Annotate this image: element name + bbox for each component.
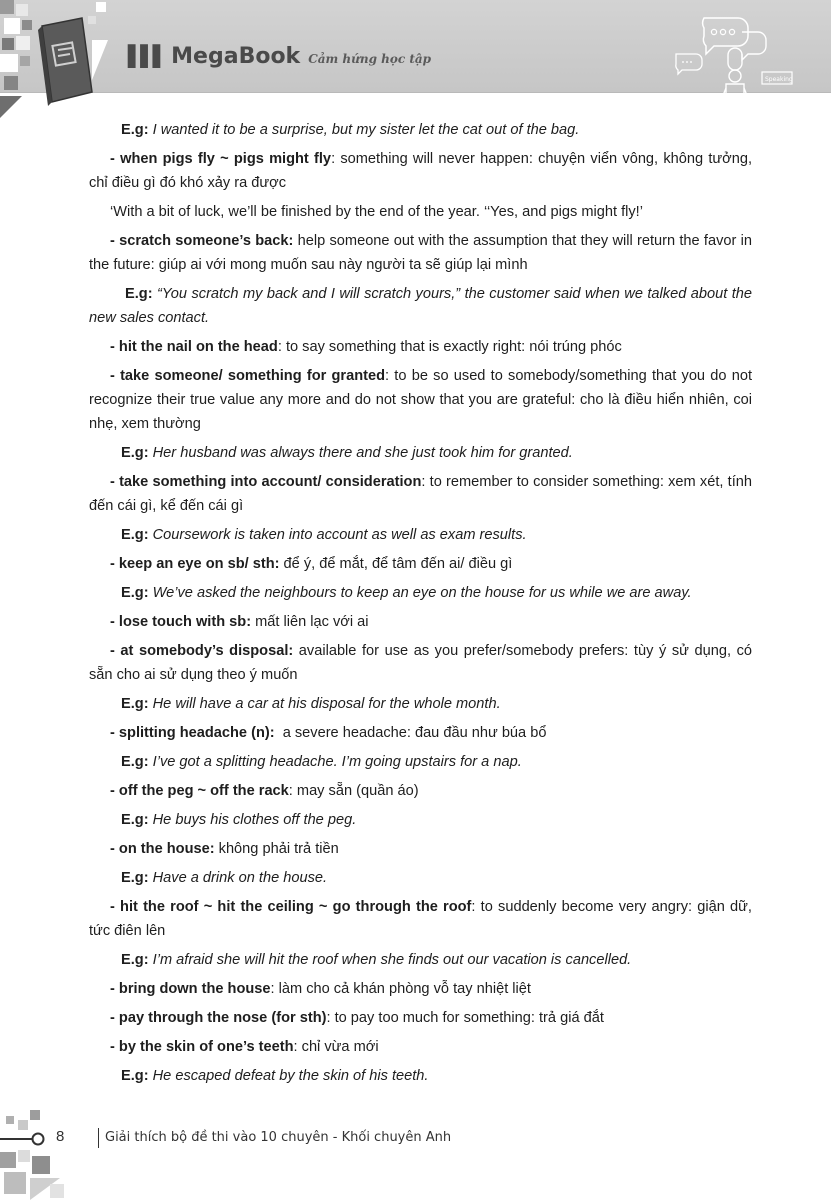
example-sentence: E.g: He buys his clothes off the peg. — [121, 812, 357, 828]
brand-name: MegaBook — [171, 44, 301, 69]
idiom-definition: - when pigs fly ~ pigs might fly: something will never happen: chuyện viển vông, không tưởng, chỉ điều gì đó khó xảy ra được — [89, 151, 753, 191]
idiom-definition: - take someone/ something for granted: to be so used to somebody/something that you do not recognize their true value any more and do not show that you are grateful: cho là điều hiển nhiên, coi nhẹ, xem thường — [89, 368, 752, 432]
idiom-definition: - off the peg ~ off the rack: may sẵn (quần áo) — [110, 783, 419, 799]
idiom-definition: - at somebody’s disposal: available for use as you prefer/somebody prefers: tùy ý sử dụng, có sẵn cho ai sử dụng theo ý muốn — [89, 643, 752, 683]
brand-bars-icon: ▌▌▌ — [128, 44, 166, 68]
idiom-definition: - hit the nail on the head: to say something that is exactly right: nói trúng phóc — [110, 339, 622, 355]
example-sentence: E.g: I’m afraid she will hit the roof when she finds out our vacation is cancelled. — [121, 952, 632, 968]
example-sentence: E.g: He will have a car at his disposal for the whole month. — [121, 696, 501, 712]
example-sentence: E.g: We’ve asked the neighbours to keep an eye on the house for us while we are away. — [121, 585, 692, 601]
idiom-definition: - by the skin of one’s teeth: chỉ vừa mới — [110, 1039, 379, 1055]
example-sentence: E.g: I wanted it to be a surprise, but my sister let the cat out of the bag. — [121, 122, 580, 138]
idiom-definition: - lose touch with sb: mất liên lạc với ai — [110, 614, 369, 630]
footer-book-title: Giải thích bộ đề thi vào 10 chuyên - Khối chuyên Anh — [98, 1128, 451, 1148]
idiom-definition: - scratch someone’s back: help someone out with the assumption that they will return the favor in the future: giúp ai với mong muốn sau này người ta sẽ giúp lại mình — [89, 233, 752, 273]
idiom-definition: - hit the roof ~ hit the ceiling ~ go through the roof: to suddenly become very angry: giận dữ, tức điên lên — [89, 899, 752, 939]
example-sentence: E.g: Have a drink on the house. — [121, 870, 328, 886]
example-sentence: E.g: He escaped defeat by the skin of his teeth. — [121, 1068, 429, 1084]
example-quote: ‘With a bit of luck, we’ll be finished by the end of the year. ‘‘Yes, and pigs might fly!’ — [110, 204, 643, 220]
speaking-badge: Speaking — [765, 76, 793, 83]
example-sentence: E.g: I’ve got a splitting headache. I’m going upstairs for a nap. — [121, 754, 522, 770]
idiom-definition: - take something into account/ consideration: to remember to consider something: xem xét, tính đến cái gì, kể đến cái gì — [89, 474, 752, 514]
page-number: 8 — [56, 1128, 65, 1145]
example-sentence: E.g: “You scratch my back and I will scratch yours,” the customer said when we talked about the new sales contact. — [89, 286, 752, 326]
idiom-definition: - splitting headache (n): a severe headache: đau đầu như búa bổ — [110, 725, 547, 741]
example-sentence: E.g: Her husband was always there and she just took him for granted. — [121, 445, 573, 461]
vocabulary-list — [89, 118, 752, 1093]
idiom-definition: - keep an eye on sb/ sth: để ý, để mắt, để tâm đến ai/ điều gì — [110, 556, 513, 572]
footer-mosaic-decoration — [0, 1100, 831, 1200]
brand-tagline: Cảm hứng học tập — [308, 52, 432, 66]
idiom-definition: - bring down the house: làm cho cả khán phòng vỗ tay nhiệt liệt — [110, 981, 531, 997]
idiom-definition: - pay through the nose (for sth): to pay too much for something: trả giá đắt — [110, 1010, 604, 1026]
idiom-definition: - on the house: không phải trả tiền — [110, 841, 339, 857]
example-sentence: E.g: Coursework is taken into account as well as exam results. — [121, 527, 527, 543]
book-icon — [36, 18, 98, 110]
page-header — [0, 0, 831, 93]
brand-logo — [128, 44, 431, 69]
